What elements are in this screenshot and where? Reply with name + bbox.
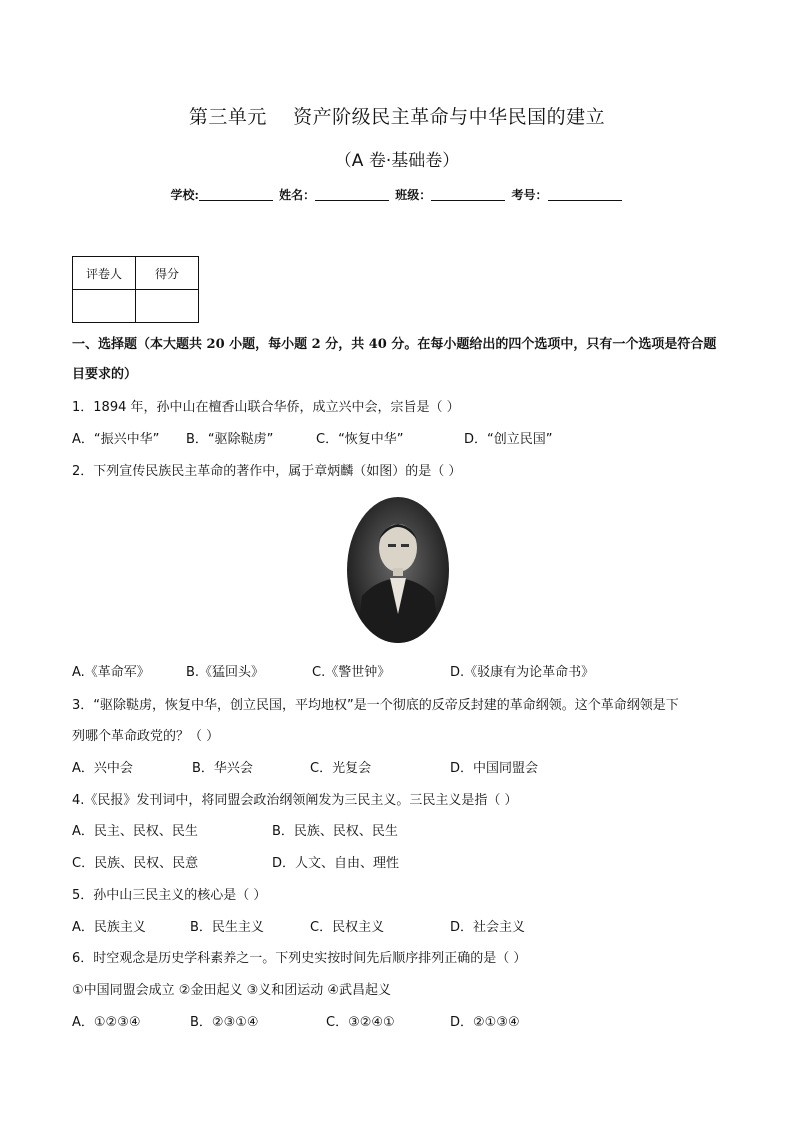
exam-number-label: 考号： — [511, 188, 548, 202]
grader-cell — [73, 290, 136, 323]
portrait-photo — [346, 496, 450, 644]
q2-option-c: C.《警世钟》 — [312, 665, 391, 680]
exam-number-blank[interactable] — [548, 188, 622, 201]
q1-option-c: C．“恢复中华” — [316, 432, 404, 447]
q4-option-c: C．民族、民权、民意 — [72, 856, 199, 871]
name-label: 姓名： — [279, 188, 316, 202]
q2-option-b: B.《猛回头》 — [186, 665, 265, 680]
q5-option-a: A．民族主义 — [72, 920, 146, 935]
q5-option-c: C．民权主义 — [310, 920, 385, 935]
school-label: 学校: — [170, 188, 199, 202]
q3-option-a: A．兴中会 — [72, 761, 133, 776]
q3-option-b: B．华兴会 — [192, 761, 253, 776]
section-heading: 一、选择题（本大题共 20 小题，每小题 2 分，共 40 分。在每小题给出的四个选项中，只有一个选项是符合题目要求的） — [72, 337, 717, 382]
name-blank[interactable] — [315, 188, 389, 201]
question-5-stem: 5．孙中山三民主义的核心是（ ） — [72, 888, 267, 903]
class-label: 班级： — [395, 188, 432, 202]
q3-option-c: C．光复会 — [310, 761, 372, 776]
question-3-stem-continued: 列哪个革命政党的？（ ） — [72, 729, 220, 744]
q3-option-d: D．中国同盟会 — [450, 761, 539, 776]
q4-option-d: D．人文、自由、理性 — [272, 856, 400, 871]
q2-option-d: D.《驳康有为论革命书》 — [450, 665, 595, 680]
score-cell — [136, 290, 199, 323]
q5-option-d: D．社会主义 — [450, 920, 526, 935]
q1-option-d: D．“创立民国” — [464, 432, 553, 447]
q6-option-c: C．③②④① — [326, 1015, 395, 1030]
q1-option-a: A．“振兴中华” — [72, 432, 160, 447]
question-4-stem: 4.《民报》发刊词中，将同盟会政治纲领阐发为三民主义。三民主义是指（ ） — [72, 793, 518, 808]
q6-option-a: A．①②③④ — [72, 1015, 141, 1030]
school-blank[interactable] — [199, 188, 273, 201]
question-3-stem: 3．“驱除鞑虏，恢复中华，创立民国，平均地权”是一个彻底的反帝反封建的革命纲领。这个革命纲领是下 — [72, 698, 679, 713]
question-2-stem: 2．下列宣传民族民主革命的著作中，属于章炳麟（如图）的是（ ） — [72, 464, 462, 479]
q1-option-b: B．“驱除鞑虏” — [186, 432, 274, 447]
question-1-stem: 1．1894 年，孙中山在檀香山联合华侨，成立兴中会，宗旨是（ ） — [72, 400, 460, 415]
q6-option-d: D．②①③④ — [450, 1015, 520, 1030]
page-title: 第三单元 资产阶级民主革命与中华民国的建立 — [188, 106, 606, 128]
student-info-fields — [0, 186, 794, 203]
page-subtitle: （A 卷·基础卷） — [334, 151, 460, 171]
question-6-events: ①中国同盟会成立 ②金田起义 ③义和团运动 ④武昌起义 — [72, 983, 392, 998]
class-blank[interactable] — [431, 188, 505, 201]
q6-option-b: B．②③①④ — [190, 1015, 259, 1030]
q4-option-a: A．民主、民权、民生 — [72, 824, 198, 839]
question-6-stem: 6．时空观念是历史学科素养之一。下列史实按时间先后顺序排列正确的是（ ） — [72, 951, 527, 966]
q5-option-b: B．民生主义 — [190, 920, 264, 935]
grader-header: 评卷人 — [73, 257, 136, 290]
q4-option-b: B．民族、民权、民生 — [272, 824, 398, 839]
q2-option-a: A.《革命军》 — [72, 665, 150, 680]
score-table — [72, 256, 199, 323]
score-header: 得分 — [136, 257, 199, 290]
